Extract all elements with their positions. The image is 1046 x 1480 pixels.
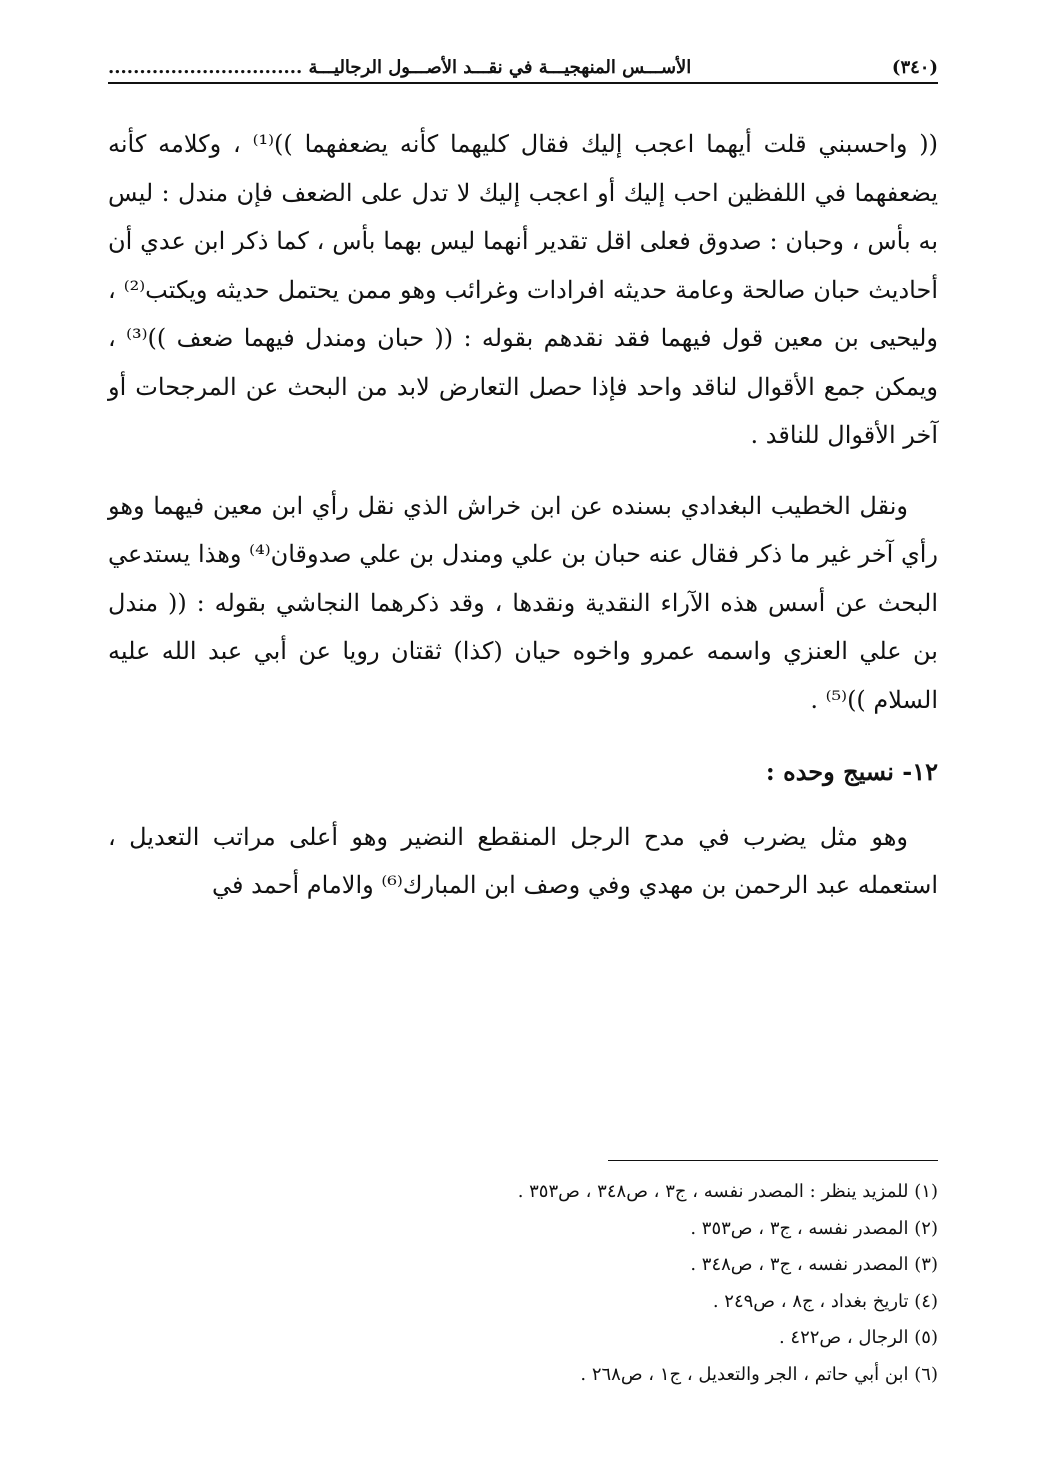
footnote-2: (٢) المصدر نفسه ، ج٣ ، ص٣٥٣ . [690,1217,938,1239]
footnotes [108,1174,938,1393]
footnote-6: (٦) ابن أبي حاتم ، الجر والتعديل ، ج١ ، ص٢٦٨ . [580,1363,938,1385]
page-number: (٣٤٠) [891,57,938,78]
footnote-4: (٤) تاريخ بغداد ، ج٨ ، ص٢٤٩ . [712,1290,938,1312]
footnote-5: (٥) الرجال ، ص٤٢٢ . [778,1327,938,1348]
running-title-text: الأســـس المنهجيـــة في نقـــد الأصـــول الرجاليـــة [308,57,692,78]
footnote-3: (٣) المصدر نفسه ، ج٣ ، ص٣٤٨ . [690,1254,938,1275]
paragraph-2: ونقل الخطيب البغدادي بسنده عن ابن خراش الذي نقل رأي ابن معين فيهما وهو رأي آخر غير ما ذكر فقال عنه حبان بن علي ومندل بن علي صدوقان⁽⁴⁾ وهذا يستدعي البحث عن أسس هذه الآراء النقدية ونقدها ، وقد ذكرهما النجاشي بقوله : (( مندل بن علي العنزي واسمه عمرو واخوه حيان (كذا) ثقتان رويا عن أبي عبد الله عليه السلام ))⁽⁵⁾ . [108,491,938,714]
footnote-1: (١) للمزيد ينظر : المصدر نفسه ، ج٣ ، ص٣٤٨ ، ص٣٥٣ . [517,1181,938,1202]
section-heading: ١٢- نسيج وحده : [765,757,938,786]
paragraph-1: (( واحسبني قلت أيهما اعجب إليك فقال كليهما كأنه يضعفهما ))⁽¹⁾ ، وكلامه كأنه يضعفهما في اللفظين احب إليك أو اعجب إليك لا تدل على الضعف فإن مندل : ليس به بأس ، وحبان : صدوق فعلى اقل تقدير أنهما ليس بهما بأس ، كما ذكر ابن عدي أن أحاديث حبان صالحة وعامة حديثه افرادات وغرائب وهو ممن يحتمل حديثه ويكتب⁽²⁾ ، وليحيى بن معين قول فيهما فقد نقدهم بقوله : (( حبان ومندل فيهما ضعف ))⁽³⁾ ، ويمكن جمع الأقوال لناقد واحد فإذا حصل التعارض لابد من البحث عن المرجحات أو آخر الأقوال للناقد . [108,130,939,449]
paragraph-3: وهو مثل يضرب في مدح الرجل المنقطع النضير وهو أعلى مراتب التعديل ، استعمله عبد الرحمن بن مهدي وفي وصف ابن المبارك⁽⁶⁾ والامام أحمد في [108,822,938,899]
main-text [108,120,938,910]
leader-dots: ............................... [108,57,303,78]
running-header [108,48,938,84]
footnote-divider [608,1160,938,1161]
running-title [108,57,691,78]
